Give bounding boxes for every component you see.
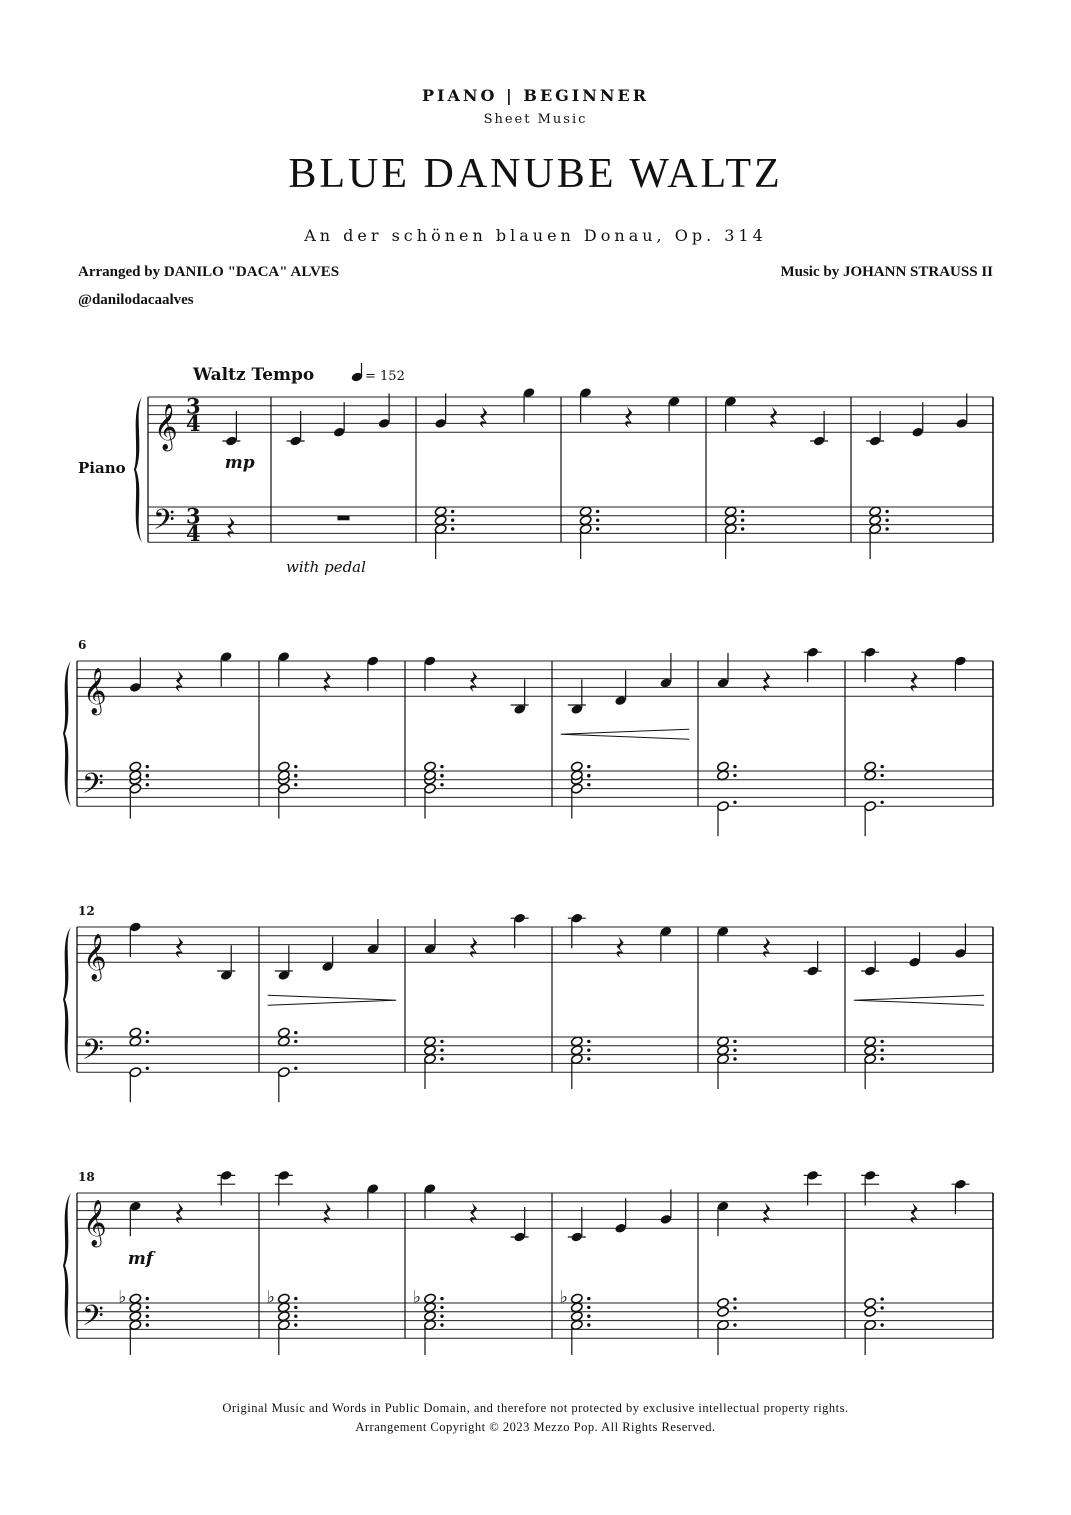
measure bbox=[129, 651, 233, 819]
duration-dot bbox=[146, 1306, 149, 1309]
whole-rest bbox=[338, 516, 350, 521]
quarter-rest bbox=[470, 671, 477, 692]
duration-dot bbox=[146, 1067, 149, 1070]
duration-dot bbox=[440, 1049, 443, 1052]
duration-dot bbox=[741, 510, 744, 513]
duration-dot bbox=[294, 765, 297, 768]
measure bbox=[568, 913, 673, 1089]
duration-dot bbox=[451, 519, 454, 522]
duration-dot bbox=[587, 1057, 590, 1060]
measure bbox=[560, 1189, 673, 1355]
duration-dot bbox=[587, 783, 590, 786]
duration-dot bbox=[294, 783, 297, 786]
brace bbox=[63, 927, 71, 1072]
time-signature-top: 3 bbox=[186, 393, 201, 419]
duration-dot bbox=[146, 774, 149, 777]
treble-clef-icon: 𝄞 bbox=[154, 404, 178, 451]
quarter-rest bbox=[770, 407, 777, 428]
measure bbox=[724, 396, 828, 559]
duration-dot bbox=[880, 1057, 883, 1060]
duration-dot bbox=[294, 1031, 297, 1034]
duration-dot bbox=[587, 1040, 590, 1043]
duration-dot bbox=[596, 527, 599, 530]
duration-dot bbox=[294, 1067, 297, 1070]
quarter-rest bbox=[911, 1203, 918, 1224]
duration-dot bbox=[733, 774, 736, 777]
subcategory-label: Sheet Music bbox=[483, 112, 588, 127]
duration-dot bbox=[440, 1315, 443, 1318]
quarter-rest bbox=[176, 1203, 183, 1224]
measure-number: 12 bbox=[78, 904, 95, 918]
notehead bbox=[717, 1297, 730, 1308]
duration-dot bbox=[880, 774, 883, 777]
duration-dot bbox=[440, 1306, 443, 1309]
quarter-rest bbox=[324, 671, 331, 692]
measure bbox=[222, 411, 254, 538]
bass-clef-icon: 𝄢 bbox=[82, 1299, 104, 1340]
duration-dot bbox=[440, 1323, 443, 1326]
duration-dot bbox=[733, 765, 736, 768]
time-signature-bottom: 4 bbox=[186, 411, 201, 437]
duration-dot bbox=[440, 765, 443, 768]
duration-dot bbox=[294, 1306, 297, 1309]
duration-dot bbox=[146, 1040, 149, 1043]
duration-dot bbox=[440, 783, 443, 786]
duration-dot bbox=[440, 1040, 443, 1043]
duration-dot bbox=[733, 1057, 736, 1060]
instrument-label: Piano bbox=[78, 459, 126, 477]
quarter-rest bbox=[763, 937, 770, 958]
subtitle: An der schönen blauen Donau, Op. 314 bbox=[304, 226, 767, 245]
measure bbox=[129, 921, 235, 1102]
flat-accidental: ♭ bbox=[559, 1287, 568, 1308]
measure bbox=[118, 1170, 235, 1355]
quarter-rest bbox=[480, 407, 487, 428]
duration-dot bbox=[587, 1049, 590, 1052]
quarter-rest bbox=[911, 671, 918, 692]
time-signature-top: 3 bbox=[186, 503, 201, 529]
duration-dot bbox=[880, 801, 883, 804]
duration-dot bbox=[733, 1306, 736, 1309]
duration-dot bbox=[885, 510, 888, 513]
crescendo-hairpin bbox=[561, 729, 689, 739]
quarter-rest bbox=[617, 937, 624, 958]
duration-dot bbox=[733, 1297, 736, 1300]
duration-dot bbox=[587, 1323, 590, 1326]
notehead bbox=[864, 1297, 877, 1308]
arranger-handle: @danilodacaalves bbox=[78, 292, 194, 308]
duration-dot bbox=[451, 527, 454, 530]
duration-dot bbox=[733, 1323, 736, 1326]
tempo-marking: Waltz Tempo bbox=[193, 365, 315, 385]
duration-dot bbox=[880, 1049, 883, 1052]
measure bbox=[277, 651, 379, 819]
dynamic-marking: mp bbox=[224, 453, 255, 474]
quarter-rest bbox=[470, 937, 477, 958]
measure-number: 6 bbox=[78, 638, 87, 652]
duration-dot bbox=[880, 1040, 883, 1043]
page-title: BLUE DANUBE WALTZ bbox=[288, 151, 783, 197]
brace bbox=[63, 1193, 71, 1338]
duration-dot bbox=[440, 1297, 443, 1300]
system bbox=[63, 1170, 993, 1355]
measure bbox=[854, 923, 984, 1089]
duration-dot bbox=[440, 1057, 443, 1060]
metronome-mark: = 152 bbox=[365, 369, 405, 384]
duration-dot bbox=[587, 765, 590, 768]
duration-dot bbox=[294, 1315, 297, 1318]
bass-clef-icon: 𝄢 bbox=[82, 1033, 104, 1074]
system bbox=[78, 363, 993, 576]
quarter-rest bbox=[227, 517, 234, 538]
measure-number: 18 bbox=[78, 1170, 95, 1184]
category-label: PIANO | BEGINNER bbox=[421, 86, 650, 105]
duration-dot bbox=[733, 1049, 736, 1052]
duration-dot bbox=[587, 1297, 590, 1300]
flat-accidental: ♭ bbox=[266, 1287, 275, 1308]
system bbox=[63, 904, 993, 1102]
composer-credit: Music by JOHANN STRAUSS II bbox=[780, 264, 993, 280]
duration-dot bbox=[451, 510, 454, 513]
duration-dot bbox=[596, 519, 599, 522]
duration-dot bbox=[146, 1297, 149, 1300]
flat-accidental: ♭ bbox=[412, 1287, 422, 1308]
measure bbox=[267, 1170, 380, 1355]
duration-dot bbox=[440, 774, 443, 777]
bass-clef-icon: 𝄢 bbox=[82, 767, 104, 808]
quarter-rest bbox=[470, 1203, 477, 1224]
brace bbox=[134, 397, 142, 542]
flat-accidental: ♭ bbox=[118, 1287, 127, 1308]
footer-copyright-line1: Original Music and Words in Public Domain, and therefore not protected by exclusive intellectual property rights. bbox=[222, 1401, 849, 1415]
quarter-rest bbox=[324, 1203, 331, 1224]
quarter-rest bbox=[763, 1203, 770, 1224]
duration-dot bbox=[596, 510, 599, 513]
measure bbox=[717, 1170, 822, 1355]
duration-dot bbox=[880, 765, 883, 768]
duration-dot bbox=[733, 1040, 736, 1043]
brace bbox=[63, 661, 71, 806]
decrescendo-hairpin bbox=[268, 995, 396, 1005]
system bbox=[63, 638, 993, 836]
duration-dot bbox=[741, 519, 744, 522]
quarter-rest bbox=[176, 671, 183, 692]
measure bbox=[424, 655, 529, 818]
pedal-instruction: with pedal bbox=[286, 558, 366, 576]
duration-dot bbox=[741, 527, 744, 530]
measure bbox=[717, 647, 822, 837]
dynamic-marking: mf bbox=[127, 1249, 154, 1270]
crescendo-hairpin bbox=[854, 995, 984, 1005]
duration-dot bbox=[733, 801, 736, 804]
duration-dot bbox=[587, 1315, 590, 1318]
duration-dot bbox=[880, 1323, 883, 1326]
duration-dot bbox=[294, 1323, 297, 1326]
duration-dot bbox=[880, 1297, 883, 1300]
measure bbox=[861, 647, 967, 837]
duration-dot bbox=[885, 519, 888, 522]
measure bbox=[268, 919, 396, 1102]
duration-dot bbox=[885, 527, 888, 530]
quarter-rest bbox=[763, 671, 770, 692]
time-signature-bottom: 4 bbox=[186, 521, 201, 547]
duration-dot bbox=[294, 1040, 297, 1043]
bass-clef-icon: 𝄢 bbox=[153, 503, 175, 544]
quarter-rest bbox=[625, 407, 632, 428]
measure bbox=[717, 926, 822, 1089]
duration-dot bbox=[146, 1315, 149, 1318]
quarter-rest bbox=[176, 937, 183, 958]
footer-copyright-line2: Arrangement Copyright © 2023 Mezzo Pop. All Rights Reserved. bbox=[355, 1420, 716, 1434]
treble-clef-icon: 𝄞 bbox=[83, 668, 107, 715]
measure bbox=[561, 653, 689, 819]
measure bbox=[424, 913, 529, 1089]
duration-dot bbox=[146, 765, 149, 768]
duration-dot bbox=[880, 1306, 883, 1309]
treble-clef-icon: 𝄞 bbox=[83, 934, 107, 981]
measure bbox=[287, 393, 391, 520]
duration-dot bbox=[294, 1297, 297, 1300]
arranger-credit: Arranged by DANILO "DACA" ALVES bbox=[78, 264, 340, 280]
treble-clef-icon: 𝄞 bbox=[83, 1200, 107, 1247]
duration-dot bbox=[587, 1306, 590, 1309]
measure bbox=[861, 1170, 969, 1355]
duration-dot bbox=[146, 1323, 149, 1326]
duration-dot bbox=[587, 774, 590, 777]
measure bbox=[866, 393, 968, 559]
duration-dot bbox=[294, 774, 297, 777]
duration-dot bbox=[146, 1031, 149, 1034]
duration-dot bbox=[146, 783, 149, 786]
